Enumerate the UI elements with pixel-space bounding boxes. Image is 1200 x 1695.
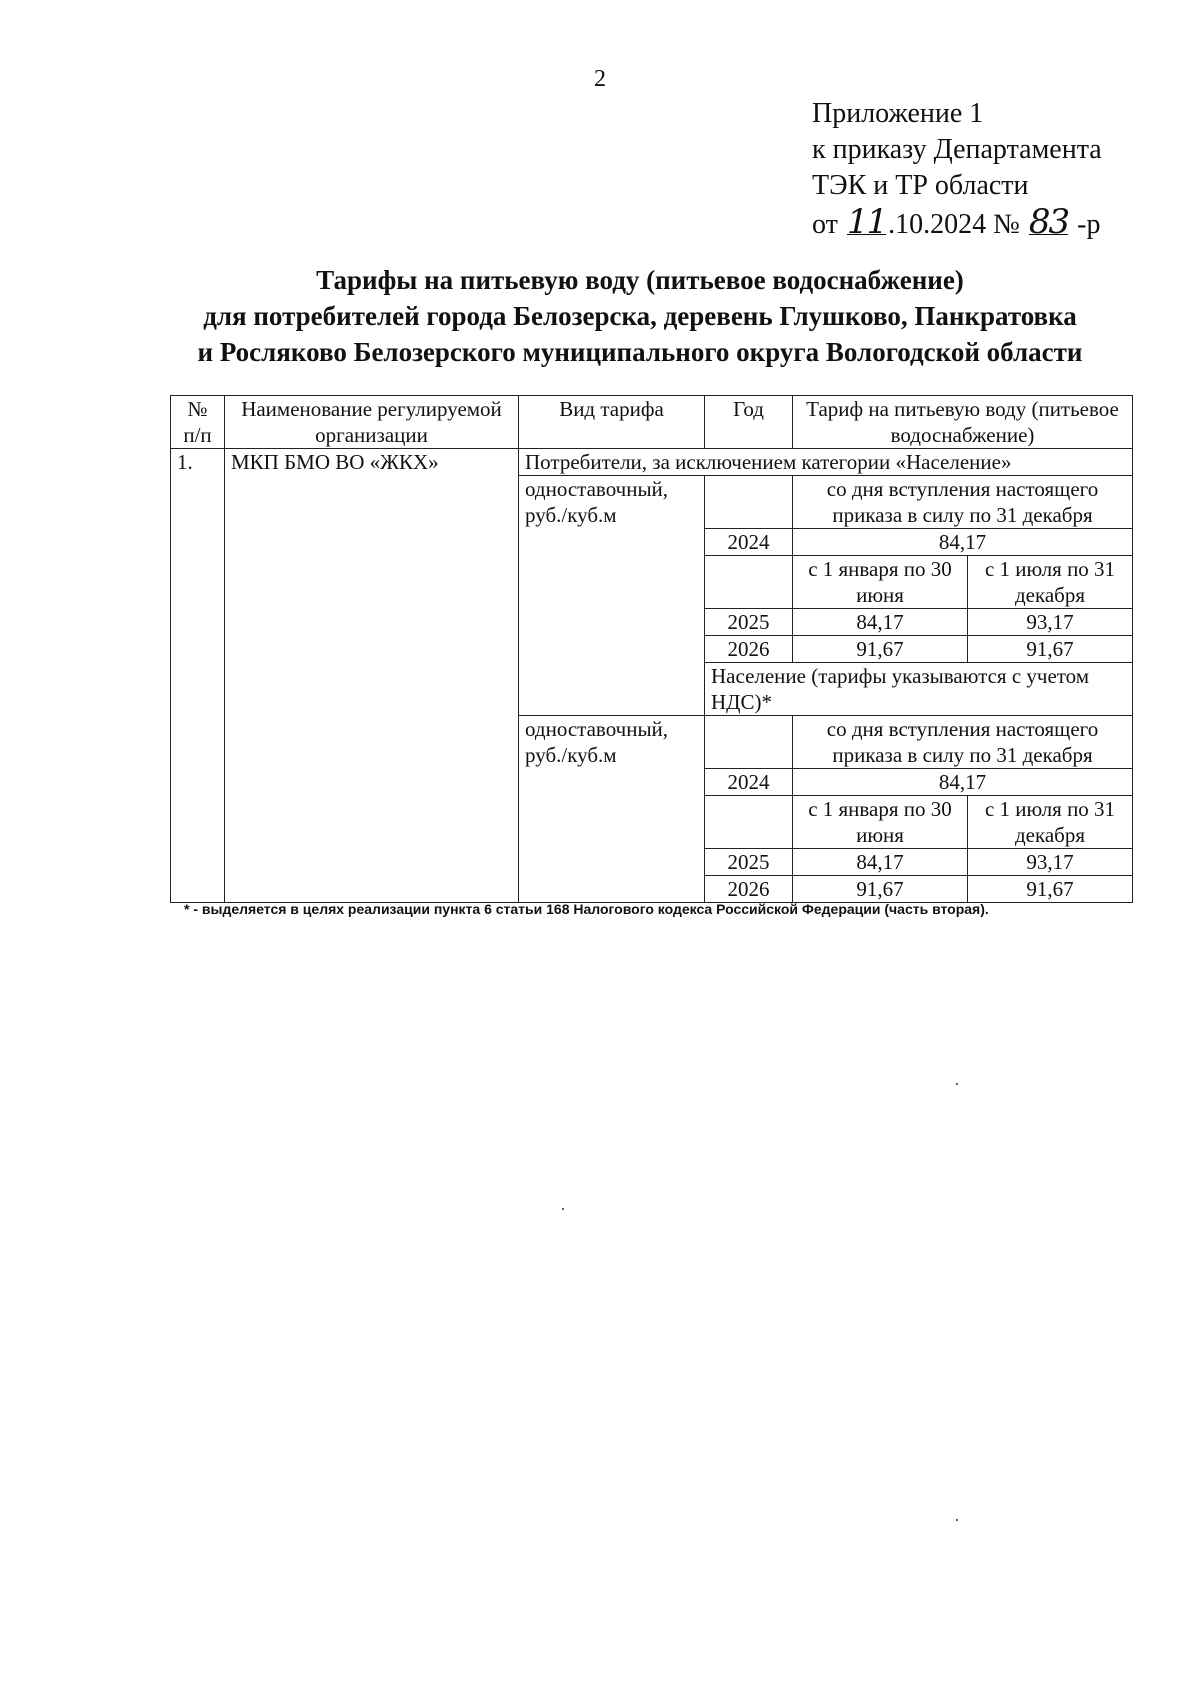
tariff-value: 84,17 — [793, 609, 968, 636]
scan-speck — [956, 1519, 958, 1521]
tariff-value: 91,67 — [793, 636, 968, 663]
tariff-value: 91,67 — [793, 876, 968, 903]
appendix-date-line — [812, 204, 1102, 243]
appendix-line-3: ТЭК и ТР области — [812, 170, 1029, 201]
date-prefix: от — [812, 209, 838, 240]
appendix-line-1: Приложение 1 — [812, 98, 984, 129]
handwritten-day: 11 — [846, 202, 887, 242]
category-label: Потребители, за исключением категории «Население» — [519, 449, 1133, 476]
period-half-1: с 1 января по 30 июня — [793, 796, 968, 849]
period-start: со дня вступления настоящего приказа в силу по 31 декабря — [793, 476, 1133, 529]
page-number: 2 — [594, 66, 606, 92]
year-cell-empty — [705, 796, 793, 849]
tariff-value: 91,67 — [968, 636, 1133, 663]
tariff-type: одноставочный, руб./куб.м — [519, 716, 705, 903]
year-cell: 2026 — [705, 876, 793, 903]
year-cell: 2024 — [705, 769, 793, 796]
header-type: Вид тарифа — [519, 396, 705, 449]
document-title — [150, 262, 1130, 370]
table-header-row — [171, 396, 1133, 449]
tariff-value: 84,17 — [793, 529, 1133, 556]
year-cell: 2025 — [705, 609, 793, 636]
tariff-value: 91,67 — [968, 876, 1133, 903]
year-cell: 2026 — [705, 636, 793, 663]
order-suffix: -р — [1077, 209, 1101, 240]
appendix-line-2: к приказу Департамента — [812, 134, 1102, 165]
tariff-value: 93,17 — [968, 849, 1133, 876]
title-line-1: Тарифы на питьевую воду (питьевое водоснабжение) — [316, 265, 964, 295]
tariff-value: 84,17 — [793, 769, 1133, 796]
year-cell: 2025 — [705, 849, 793, 876]
tariff-type: одноставочный, руб./куб.м — [519, 476, 705, 716]
category-label: Население (тарифы указываются с учетом НДС)* — [705, 663, 1133, 716]
period-half-2: с 1 июля по 31 декабря — [968, 796, 1133, 849]
period-half-1: с 1 января по 30 июня — [793, 556, 968, 609]
title-line-2: для потребителей города Белозерска, деревень Глушково, Панкратовка — [203, 301, 1077, 331]
tariff-table — [170, 395, 1133, 903]
tariff-value: 84,17 — [793, 849, 968, 876]
handwritten-order-number: 83 — [1028, 202, 1069, 242]
footnote: * - выделяется в целях реализации пункта 6 статьи 168 Налогового кодекса Российской Федерации (часть вторая). — [184, 901, 989, 917]
scan-speck — [956, 1083, 958, 1085]
period-half-2: с 1 июля по 31 декабря — [968, 556, 1133, 609]
year-cell: 2024 — [705, 529, 793, 556]
scan-speck — [562, 1208, 564, 1210]
table-row — [171, 449, 1133, 476]
year-cell-empty — [705, 556, 793, 609]
header-year: Год — [705, 396, 793, 449]
org-name: МКП БМО ВО «ЖКХ» — [225, 449, 519, 903]
date-rest: .10.2024 № — [888, 209, 1020, 240]
header-tariff: Тариф на питьевую воду (питьевое водоснабжение) — [793, 396, 1133, 449]
tariff-value: 93,17 — [968, 609, 1133, 636]
appendix-block — [812, 96, 1102, 243]
title-line-3: и Росляково Белозерского муниципального округа Вологодской области — [197, 337, 1083, 367]
row-number: 1. — [171, 449, 225, 903]
header-num: № п/п — [171, 396, 225, 449]
header-org: Наименование регулируемой организации — [225, 396, 519, 449]
year-cell-empty — [705, 716, 793, 769]
period-start: со дня вступления настоящего приказа в силу по 31 декабря — [793, 716, 1133, 769]
year-cell-empty — [705, 476, 793, 529]
